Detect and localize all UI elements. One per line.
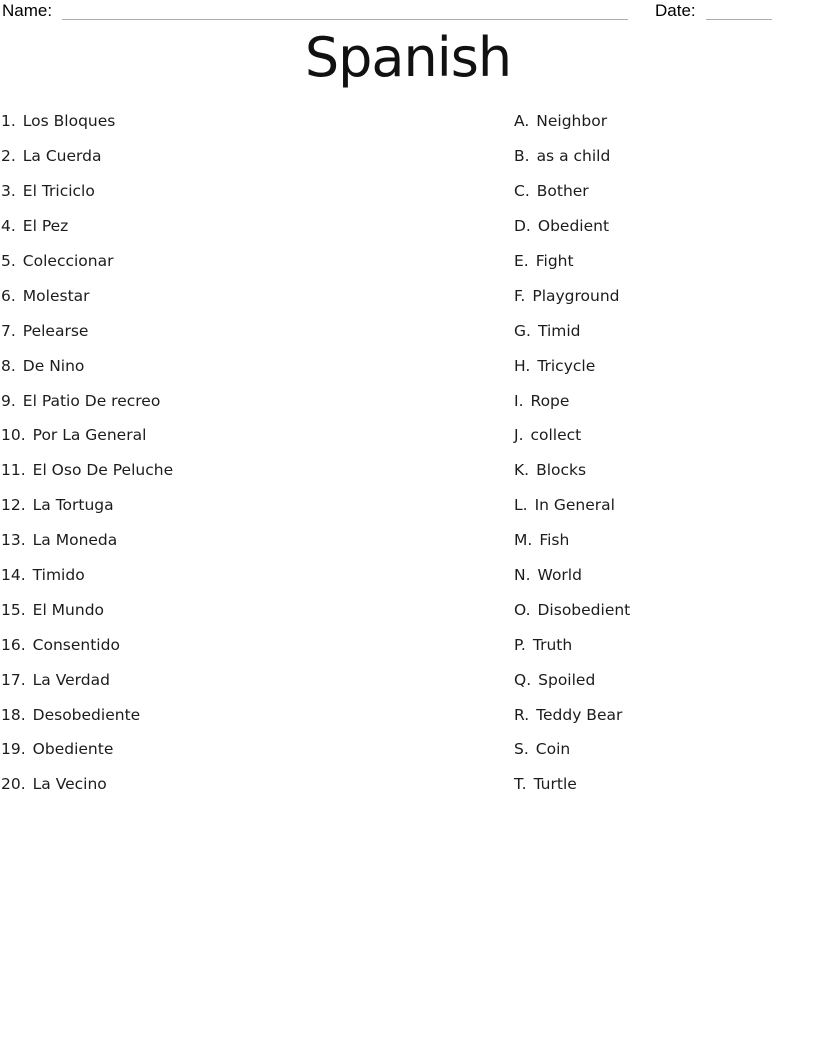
answer-item — [514, 732, 814, 767]
answer-item — [514, 453, 814, 488]
answer-text: Disobedient — [537, 600, 631, 619]
answer-text: Tricycle — [537, 356, 596, 375]
answer-letter: H. — [514, 356, 531, 375]
answer-letter: B. — [514, 147, 530, 166]
question-number: 15. — [1, 600, 26, 619]
name-blank-line — [62, 0, 628, 20]
answer-text: Turtle — [533, 775, 577, 794]
question-number: 3. — [1, 182, 16, 201]
question-text: Los Bloques — [22, 112, 116, 131]
question-number: 20. — [1, 775, 26, 794]
answers-column — [514, 104, 814, 802]
question-item — [1, 418, 501, 453]
question-item — [1, 523, 501, 558]
answer-letter: Q. — [514, 670, 532, 689]
question-item — [1, 244, 501, 279]
answer-item — [514, 662, 814, 697]
answer-item — [514, 418, 814, 453]
question-text: El Patio De recreo — [22, 391, 161, 410]
answer-item — [514, 174, 814, 209]
question-number: 1. — [1, 112, 16, 131]
question-number: 5. — [1, 252, 16, 270]
question-text: El Oso De Peluche — [32, 461, 174, 480]
answer-item — [514, 627, 814, 662]
answer-letter: F. — [514, 286, 526, 305]
answer-letter: S. — [514, 740, 529, 759]
answer-text: World — [537, 566, 582, 585]
answer-letter: O. — [514, 600, 531, 619]
answer-item — [514, 592, 814, 627]
answer-letter: J. — [514, 426, 524, 445]
question-text: La Vecino — [32, 775, 107, 794]
answer-text: Truth — [532, 635, 573, 654]
answer-letter: L. — [514, 496, 528, 515]
question-item — [1, 174, 501, 209]
answer-letter: G. — [514, 321, 531, 340]
answer-text: as a child — [536, 147, 611, 166]
question-text: La Cuerda — [22, 147, 102, 166]
answer-item — [514, 244, 814, 279]
answer-item — [514, 104, 814, 139]
answer-item — [514, 488, 814, 523]
answer-item — [514, 697, 814, 732]
question-text: La Verdad — [32, 670, 110, 689]
question-item — [1, 732, 501, 767]
question-item — [1, 697, 501, 732]
question-number: 4. — [1, 217, 16, 236]
answer-letter: T. — [514, 775, 527, 794]
question-item — [1, 558, 501, 593]
name-label: Name: — [2, 1, 53, 20]
question-item — [1, 592, 501, 627]
question-text: La Moneda — [32, 531, 118, 550]
answer-text: Teddy Bear — [536, 705, 623, 724]
answer-text: Obedient — [537, 217, 610, 236]
answer-letter: A. — [514, 112, 530, 131]
question-text: Coleccionar — [22, 252, 114, 270]
question-text: Por La General — [32, 426, 147, 445]
question-number: 8. — [1, 356, 16, 375]
question-item — [1, 662, 501, 697]
question-number: 11. — [1, 461, 26, 480]
question-number: 6. — [1, 286, 16, 305]
date-label: Date: — [655, 1, 696, 20]
question-item — [1, 209, 501, 244]
question-number: 10. — [1, 426, 26, 445]
answer-text: Spoiled — [538, 670, 596, 689]
question-number: 9. — [1, 391, 16, 410]
question-item — [1, 627, 501, 662]
question-item — [1, 313, 501, 348]
question-number: 16. — [1, 635, 26, 654]
question-item — [1, 278, 501, 313]
date-blank-line — [706, 0, 772, 20]
answer-text: Fish — [539, 531, 570, 550]
answer-text: collect — [530, 426, 582, 445]
answer-text: Rope — [530, 391, 570, 410]
question-number: 7. — [1, 321, 16, 340]
answer-letter: E. — [514, 252, 529, 270]
answer-item — [514, 558, 814, 593]
question-number: 17. — [1, 670, 26, 689]
answer-item — [514, 348, 814, 383]
answer-text: Coin — [535, 740, 571, 759]
answer-letter: K. — [514, 461, 530, 480]
answer-item — [514, 383, 814, 418]
worksheet-header — [0, 0, 816, 24]
answer-item — [514, 278, 814, 313]
question-text: Desobediente — [32, 705, 141, 724]
question-text: Molestar — [22, 286, 90, 305]
question-number: 14. — [1, 566, 26, 585]
question-text: El Mundo — [32, 600, 105, 619]
answer-item — [514, 209, 814, 244]
question-number: 19. — [1, 740, 26, 759]
question-text: De Nino — [22, 356, 85, 375]
question-item — [1, 104, 501, 139]
answer-text: Bother — [536, 182, 589, 201]
page-title: Spanish — [304, 26, 512, 89]
answer-letter: I. — [514, 391, 524, 410]
question-text: Obediente — [32, 740, 114, 759]
question-item — [1, 139, 501, 174]
question-text: El Triciclo — [22, 182, 95, 201]
answer-item — [514, 523, 814, 558]
question-item — [1, 767, 501, 802]
answer-text: In General — [534, 496, 615, 515]
question-number: 18. — [1, 705, 26, 724]
answer-item — [514, 767, 814, 802]
question-number: 13. — [1, 531, 26, 550]
question-text: El Pez — [22, 217, 69, 236]
question-text: Pelearse — [22, 321, 89, 340]
answer-letter: P. — [514, 635, 526, 654]
question-item — [1, 383, 501, 418]
answer-text: Fight — [535, 252, 574, 270]
question-number: 12. — [1, 496, 26, 515]
answer-letter: D. — [514, 217, 531, 236]
question-item — [1, 453, 501, 488]
answer-text: Playground — [532, 286, 620, 305]
answer-text: Blocks — [536, 461, 587, 480]
question-item — [1, 488, 501, 523]
question-text: Consentido — [32, 635, 120, 654]
questions-column — [1, 104, 501, 802]
question-item — [1, 348, 501, 383]
answer-text: Timid — [537, 321, 581, 340]
answer-item — [514, 313, 814, 348]
answer-letter: M. — [514, 531, 533, 550]
answer-item — [514, 139, 814, 174]
answer-letter: R. — [514, 705, 530, 724]
answer-text: Neighbor — [536, 112, 608, 131]
question-text: Timido — [32, 566, 85, 585]
answer-letter: C. — [514, 182, 530, 201]
question-text: La Tortuga — [32, 496, 114, 515]
question-number: 2. — [1, 147, 16, 166]
answer-letter: N. — [514, 566, 531, 585]
